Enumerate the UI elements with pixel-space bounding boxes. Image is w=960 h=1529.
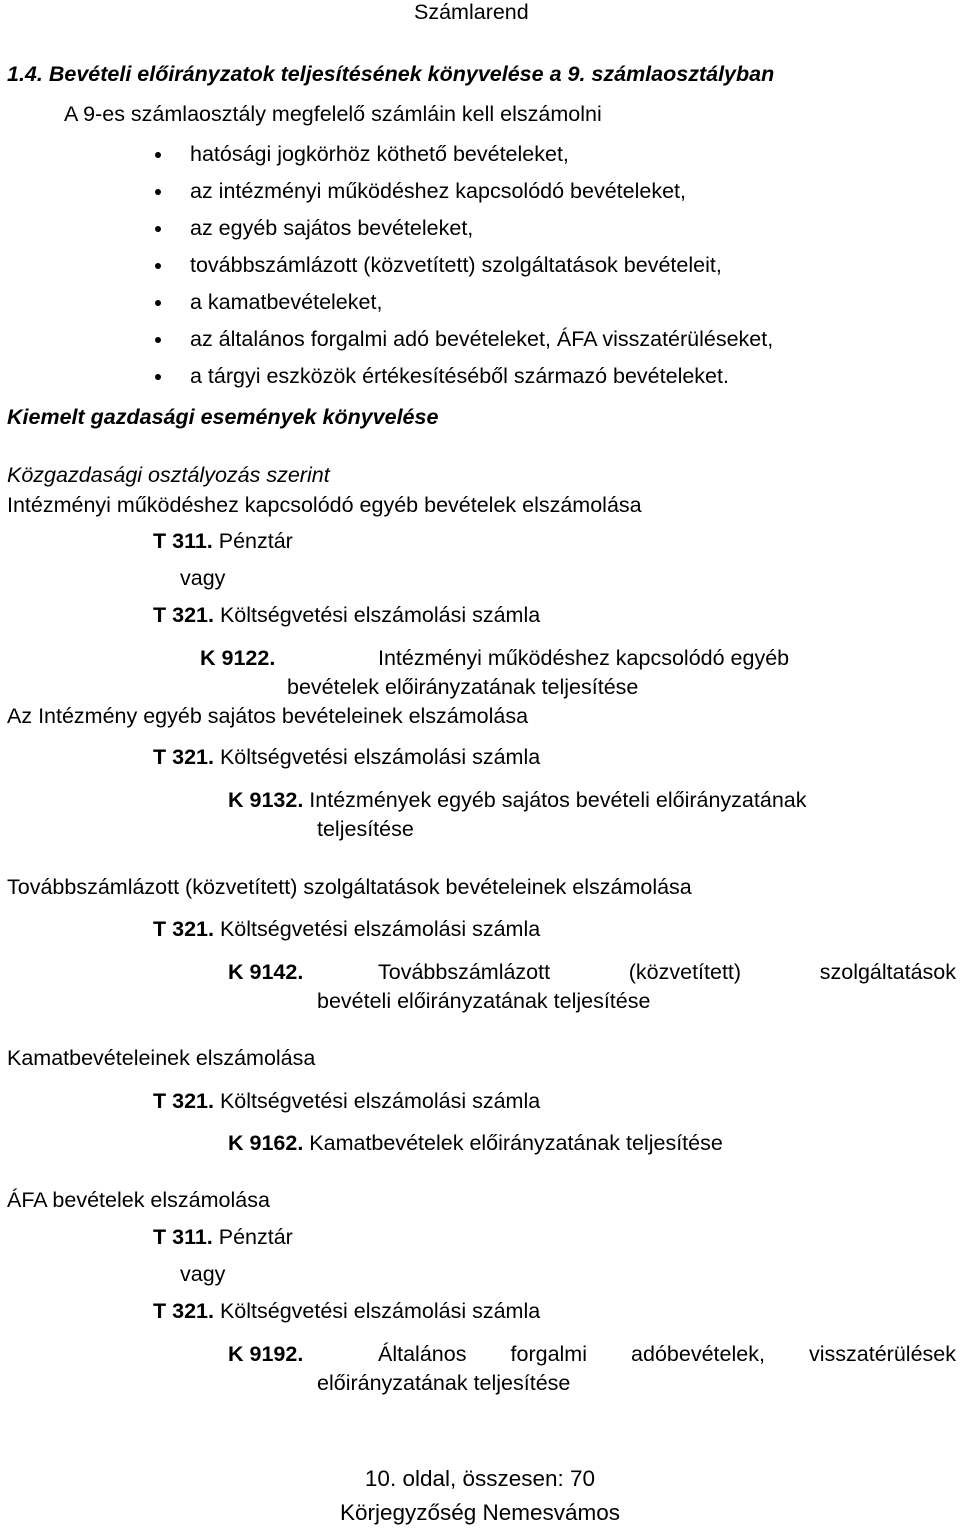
event-1-title: Intézményi működéshez kapcsolódó egyéb bevételek elszámolása: [7, 493, 642, 517]
account-code: T 321.: [153, 1089, 214, 1113]
bullet-dot: [155, 226, 161, 232]
event-4-title: Kamatbevételeinek elszámolása: [7, 1046, 316, 1070]
event-2-title: Az Intézmény egyéb sajátos bevételeinek elszámolása: [7, 704, 529, 728]
account-code: K 9162.: [228, 1131, 304, 1155]
bullet-dot: [155, 300, 161, 306]
event-2-credit-line-2: teljesítése: [317, 817, 414, 841]
event-1-credit-line-1: Intézményi működéshez kapcsolódó egyéb: [378, 646, 790, 670]
event-1-or: vagy: [180, 566, 226, 590]
event-1-debit-2: [153, 605, 540, 627]
event-3-credit-code: K 9142.: [228, 960, 304, 984]
events-heading: Kiemelt gazdasági események könyvelése: [7, 405, 439, 429]
account-code: T 321.: [153, 917, 214, 941]
bullet-dot: [155, 263, 161, 269]
bullet-dot: [155, 189, 161, 195]
event-1-credit-code: K 9122.: [200, 646, 276, 670]
footer-page-number: 10. oldal, összesen: 70: [364, 1466, 596, 1491]
event-2-credit-line-1: [228, 790, 806, 812]
event-1-credit-line-2: bevételek előirányzatának teljesítése: [287, 675, 639, 699]
account-name: Intézmények egyéb sajátos bevételi előirányzatának: [309, 788, 807, 812]
account-name: Költségvetési elszámolási számla: [219, 603, 541, 627]
bullet-item: továbbszámlázott (közvetített) szolgáltatások bevételeit,: [190, 253, 722, 277]
bullet-dot: [155, 374, 161, 380]
event-5-credit-line-2: előirányzatának teljesítése: [317, 1371, 571, 1395]
bullet-item: hatósági jogkörhöz köthető bevételeket,: [190, 142, 569, 166]
account-name: Költségvetési elszámolási számla: [219, 745, 541, 769]
account-name: Költségvetési elszámolási számla: [219, 1299, 541, 1323]
account-name: Költségvetési elszámolási számla: [219, 917, 541, 941]
account-name: Kamatbevételek előirányzatának teljesítése: [309, 1131, 723, 1155]
event-5-credit-code: K 9192.: [228, 1342, 304, 1366]
event-3-credit-line-2: bevételi előirányzatának teljesítése: [317, 989, 651, 1013]
event-3-credit-line-1: Továbbszámlázott (közvetített) szolgáltatások: [378, 960, 956, 984]
account-code: T 321.: [153, 1299, 214, 1323]
event-1-debit-1: [153, 531, 293, 553]
event-5-debit-2: [153, 1301, 540, 1323]
bullet-item: a tárgyi eszközök értékesítéséből származó bevételeket.: [190, 364, 729, 388]
account-code: K 9132.: [228, 788, 304, 812]
account-code: T 321.: [153, 745, 214, 769]
bullet-item: az általános forgalmi adó bevételeket, ÁFA visszatérüléseket,: [190, 327, 774, 351]
bullet-item: az egyéb sajátos bevételeket,: [190, 216, 474, 240]
account-code: T 311.: [153, 529, 213, 553]
section-intro: A 9-es számlaosztály megfelelő számláin kell elszámolni: [64, 102, 602, 126]
event-5-credit-line-1: Általános forgalmi adóbevételek, visszatérülések: [378, 1342, 956, 1366]
account-code: T 321.: [153, 603, 214, 627]
account-name: Pénztár: [218, 1225, 293, 1249]
event-3-debit: [153, 919, 540, 941]
event-5-title: ÁFA bevételek elszámolása: [7, 1188, 270, 1212]
account-name: Pénztár: [218, 529, 293, 553]
events-subheading: Közgazdasági osztályozás szerint: [7, 463, 330, 487]
section-heading: 1.4. Bevételi előirányzatok teljesítésének könyvelése a 9. számlaosztályban: [7, 62, 775, 86]
bullet-item: az intézményi működéshez kapcsolódó bevételeket,: [190, 179, 686, 203]
document-header-title: Számlarend: [414, 0, 529, 24]
bullet-item: a kamatbevételeket,: [190, 290, 383, 314]
event-4-credit-line-1: [228, 1133, 723, 1155]
bullet-dot: [155, 337, 161, 343]
account-code: T 311.: [153, 1225, 213, 1249]
event-2-debit: [153, 747, 540, 769]
event-3-title: Továbbszámlázott (közvetített) szolgáltatások bevételeinek elszámolása: [7, 875, 692, 899]
event-4-debit: [153, 1091, 540, 1113]
footer-organization: Körjegyzőség Nemesvámos: [339, 1500, 621, 1525]
event-5-debit-1: [153, 1227, 293, 1249]
bullet-dot: [155, 152, 161, 158]
account-name: Költségvetési elszámolási számla: [219, 1089, 541, 1113]
event-5-or: vagy: [180, 1262, 226, 1286]
